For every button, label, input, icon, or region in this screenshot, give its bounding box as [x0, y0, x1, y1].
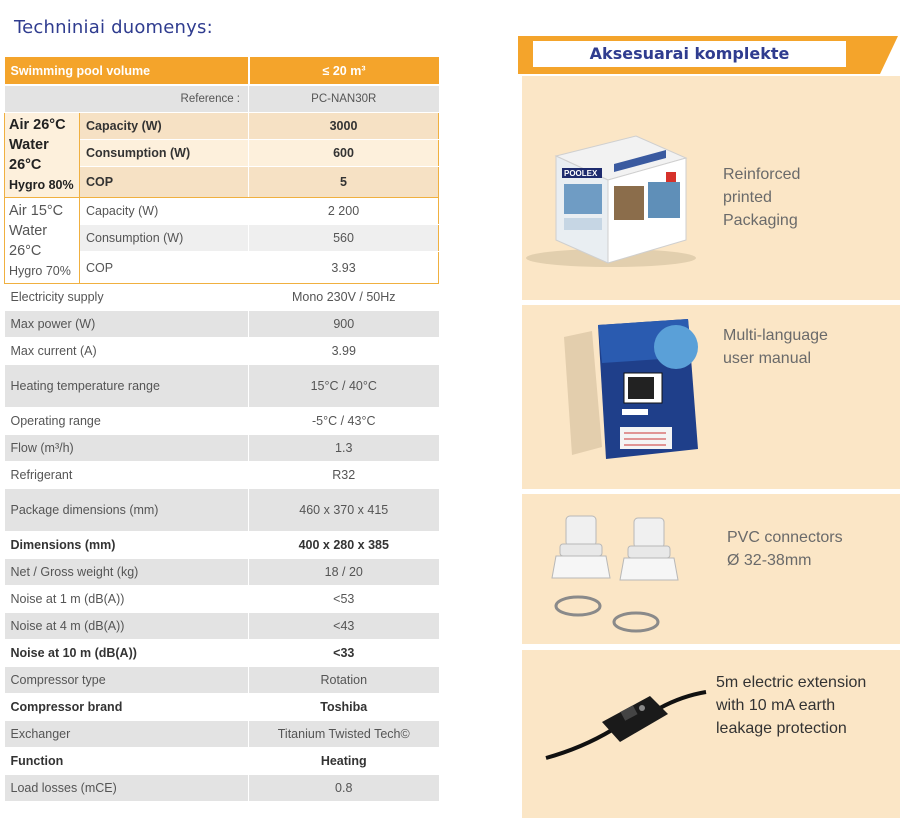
row-label: Capacity (W) — [80, 113, 249, 140]
table-row — [5, 667, 439, 694]
header-label: Swimming pool volume — [5, 57, 249, 85]
row-value: 560 — [249, 225, 439, 252]
table-row — [5, 113, 439, 140]
row-value: 2 200 — [249, 198, 439, 225]
row-label: Noise at 1 m (dB(A)) — [5, 586, 249, 613]
row-label: Heating temperature range — [5, 365, 249, 408]
accessory-panel-extension — [522, 650, 900, 818]
box-brand: POOLEX — [564, 169, 598, 178]
row-value: <43 — [249, 613, 439, 640]
row-value: Rotation — [249, 667, 439, 694]
condition2-water: Water 26°C — [9, 222, 48, 259]
table-row — [5, 721, 439, 748]
accessory-label-packaging: Reinforced printed Packaging — [723, 166, 801, 229]
row-label: Capacity (W) — [80, 198, 249, 225]
row-label: Net / Gross weight (kg) — [5, 559, 249, 586]
condition1-label — [5, 113, 80, 198]
table-row — [5, 435, 439, 462]
row-label: Function — [5, 748, 249, 775]
connectors-icon — [542, 508, 702, 638]
condition2-air: Air 15°C — [9, 202, 64, 219]
box-icon — [516, 128, 706, 273]
row-value: 3.99 — [249, 338, 439, 365]
table-row — [5, 338, 439, 365]
row-value: -5°C / 43°C — [249, 408, 439, 435]
row-label: Compressor type — [5, 667, 249, 694]
accessory-panel-manual — [522, 305, 900, 489]
extension-cable-icon — [542, 678, 712, 768]
header-value: ≤ 20 m³ — [249, 57, 439, 85]
table-header-row — [5, 57, 439, 85]
accessory-label-extension: 5m electric extension with 10 mA earth leakage protection — [716, 674, 867, 737]
row-label: Exchanger — [5, 721, 249, 748]
row-label: Dimensions (mm) — [5, 532, 249, 559]
row-label: Consumption (W) — [80, 225, 249, 252]
table-row — [5, 284, 439, 311]
row-label: COP — [80, 167, 249, 198]
row-value: Mono 230V / 50Hz — [249, 284, 439, 311]
row-value: 3000 — [249, 113, 439, 140]
row-label: Package dimensions (mm) — [5, 489, 249, 532]
table-row — [5, 694, 439, 721]
row-value: 460 x 370 x 415 — [249, 489, 439, 532]
row-label: Max current (A) — [5, 338, 249, 365]
table-row — [5, 775, 439, 802]
manual-icon — [562, 317, 712, 467]
accessory-panel-packaging — [522, 76, 900, 300]
table-row — [5, 640, 439, 667]
row-value: 1.3 — [249, 435, 439, 462]
row-value: 18 / 20 — [249, 559, 439, 586]
reference-row — [5, 85, 439, 113]
row-label: Refrigerant — [5, 462, 249, 489]
row-label: Operating range — [5, 408, 249, 435]
row-label: Electricity supply — [5, 284, 249, 311]
condition1-water: Water 26°C — [9, 137, 49, 173]
row-value: 400 x 280 x 385 — [249, 532, 439, 559]
accessories-banner — [518, 36, 898, 74]
row-value: R32 — [249, 462, 439, 489]
table-row — [5, 408, 439, 435]
reference-value: PC-NAN30R — [249, 85, 439, 113]
row-value: 15°C / 40°C — [249, 365, 439, 408]
accessories-title: Aksesuarai komplekte — [533, 41, 846, 67]
accessory-label-connectors: PVC connectors Ø 32-38mm — [727, 529, 843, 569]
row-label: Flow (m³/h) — [5, 435, 249, 462]
row-value: <33 — [249, 640, 439, 667]
table-row — [5, 489, 439, 532]
row-label: Noise at 10 m (dB(A)) — [5, 640, 249, 667]
condition2-label — [5, 198, 80, 284]
spec-table — [4, 57, 439, 802]
row-label: Max power (W) — [5, 311, 249, 338]
table-row — [5, 198, 439, 225]
row-label: COP — [80, 252, 249, 284]
accessory-panel-connectors — [522, 494, 900, 644]
page-title: Techniniai duomenys: — [14, 17, 213, 38]
table-row — [5, 586, 439, 613]
table-row — [5, 748, 439, 775]
row-value: Titanium Twisted Tech© — [249, 721, 439, 748]
row-value: 600 — [249, 140, 439, 167]
row-value: 3.93 — [249, 252, 439, 284]
table-row — [5, 613, 439, 640]
row-value: <53 — [249, 586, 439, 613]
table-row — [5, 532, 439, 559]
table-row — [5, 559, 439, 586]
table-row — [5, 311, 439, 338]
row-label: Load losses (mCE) — [5, 775, 249, 802]
row-value: 900 — [249, 311, 439, 338]
accessory-label-manual: Multi-language user manual — [723, 327, 828, 367]
row-label: Compressor brand — [5, 694, 249, 721]
condition2-hygro: Hygro 70% — [9, 263, 71, 278]
condition1-hygro: Hygro 80% — [9, 178, 74, 192]
condition1-air: Air 26°C — [9, 117, 66, 133]
reference-label: Reference : — [5, 85, 249, 113]
row-value: 5 — [249, 167, 439, 198]
row-label: Consumption (W) — [80, 140, 249, 167]
row-label: Noise at 4 m (dB(A)) — [5, 613, 249, 640]
table-row — [5, 365, 439, 408]
table-row — [5, 462, 439, 489]
row-value: Heating — [249, 748, 439, 775]
row-value: Toshiba — [249, 694, 439, 721]
row-value: 0.8 — [249, 775, 439, 802]
